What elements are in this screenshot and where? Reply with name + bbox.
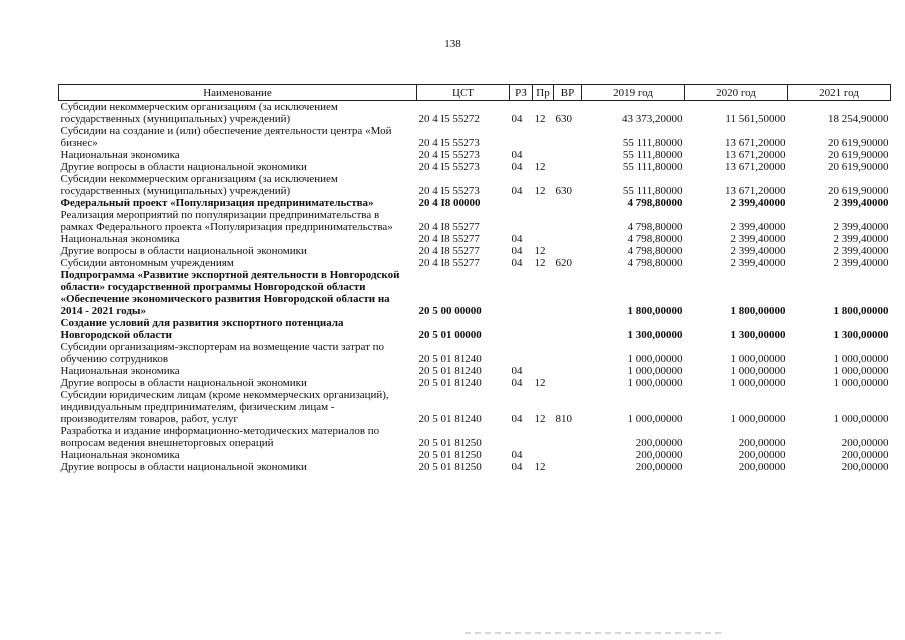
cell-2020: 13 671,20000 — [725, 185, 786, 197]
budget-table — [58, 84, 891, 473]
cell-name: Федеральный проект «Популяризация предпринимательства» — [60, 197, 374, 209]
cell-2021: 200,00000 — [841, 437, 889, 449]
cell-rz: 04 — [511, 185, 523, 197]
cell-pr: 12 — [534, 113, 546, 125]
cell-cst: 20 5 00 00000 — [418, 305, 482, 317]
cell-rz: 04 — [511, 149, 523, 161]
cell-2021: 2 399,40000 — [833, 197, 889, 209]
cell-name: Субсидии организациям-экспортерам на возмещение части затрат по обучению сотрудников — [60, 341, 385, 365]
cell-pr — [533, 449, 554, 461]
cell-2020: 200,00000 — [738, 437, 786, 449]
cell-cst: 20 4 I8 00000 — [418, 197, 481, 209]
cell-cst: 20 4 I8 55277 — [418, 257, 480, 269]
table-row — [59, 341, 891, 365]
cell-2019: 43 373,20000 — [622, 113, 683, 125]
cell-2019: 4 798,80000 — [627, 221, 683, 233]
cell-2021: 2 399,40000 — [833, 233, 889, 245]
cell-2019: 4 798,80000 — [627, 233, 683, 245]
cell-2020: 2 399,40000 — [730, 197, 786, 209]
cell-2021: 20 619,90000 — [828, 161, 889, 173]
cell-rz: 04 — [511, 413, 523, 425]
cell-cst: 20 5 01 81250 — [418, 437, 482, 449]
cell-2020: 1 800,00000 — [730, 305, 786, 317]
cell-cst: 20 4 I5 55273 — [418, 185, 480, 197]
table-row — [59, 317, 891, 341]
cell-cst: 20 5 01 00000 — [418, 329, 482, 341]
cell-rz: 04 — [511, 113, 523, 125]
cell-vr — [554, 245, 582, 257]
cell-2019: 55 111,80000 — [622, 185, 683, 197]
cell-vr — [554, 425, 582, 449]
cell-2020: 13 671,20000 — [725, 137, 786, 149]
cell-2019: 4 798,80000 — [627, 245, 683, 257]
cell-2021: 20 619,90000 — [828, 149, 889, 161]
cell-2019: 200,00000 — [635, 449, 683, 461]
cell-cst: 20 5 01 81240 — [418, 365, 482, 377]
cell-vr: 620 — [555, 257, 572, 269]
cell-2021: 18 254,90000 — [828, 113, 889, 125]
cell-cst: 20 4 I5 55273 — [418, 161, 480, 173]
cell-cst: 20 4 I5 55272 — [418, 113, 480, 125]
cell-rz — [510, 425, 533, 449]
cell-vr — [554, 269, 582, 317]
cell-2020: 1 000,00000 — [730, 413, 786, 425]
cell-vr — [554, 461, 582, 473]
cell-vr: 810 — [555, 413, 572, 425]
cell-vr — [554, 149, 582, 161]
cell-cst: 20 4 I5 55273 — [418, 137, 480, 149]
cell-2019: 200,00000 — [635, 461, 683, 473]
cell-vr — [554, 365, 582, 377]
cell-vr — [554, 209, 582, 233]
cell-rz: 04 — [511, 257, 523, 269]
cell-pr: 12 — [534, 245, 546, 257]
cell-vr — [554, 161, 582, 173]
cell-name: Разработка и издание информационно-методических материалов по вопросам ведения внешнеторговых операций — [60, 425, 380, 449]
cell-2019: 55 111,80000 — [622, 161, 683, 173]
cell-rz: 04 — [511, 233, 523, 245]
table-row — [59, 209, 891, 233]
cell-name: Национальная экономика — [60, 233, 180, 245]
cell-rz: 04 — [511, 161, 523, 173]
cell-pr — [533, 125, 554, 149]
table-row — [59, 125, 891, 149]
cell-rz: 04 — [511, 461, 523, 473]
table-header — [59, 85, 891, 101]
cell-2021: 2 399,40000 — [833, 245, 889, 257]
cell-pr: 12 — [534, 161, 546, 173]
table-row — [59, 101, 891, 126]
cell-name: Национальная экономика — [60, 449, 180, 461]
cell-cst: 20 4 I8 55277 — [418, 233, 480, 245]
cell-name: Другие вопросы в области национальной экономики — [60, 245, 307, 257]
cell-vr — [554, 377, 582, 389]
cell-2021: 20 619,90000 — [828, 137, 889, 149]
cell-2021: 2 399,40000 — [833, 257, 889, 269]
cell-name: Субсидии некоммерческим организациям (за исключением государственных (муниципальных) учреждений) — [60, 173, 338, 197]
table-row — [59, 257, 891, 269]
cell-2019: 55 111,80000 — [622, 149, 683, 161]
header-2019: 2019 год — [582, 85, 685, 101]
table-row — [59, 245, 891, 257]
cell-cst: 20 5 01 81250 — [418, 449, 482, 461]
cell-vr: 630 — [555, 185, 572, 197]
page-number: 138 — [444, 38, 461, 50]
cell-cst: 20 5 01 81240 — [418, 413, 482, 425]
cell-2021: 20 619,90000 — [828, 185, 889, 197]
cell-name: Субсидии автономным учреждениям — [60, 257, 234, 269]
cell-rz — [510, 269, 533, 317]
cell-name: Другие вопросы в области национальной экономики — [60, 377, 307, 389]
table-row — [59, 197, 891, 209]
table-row — [59, 389, 891, 425]
cell-name: Национальная экономика — [60, 365, 180, 377]
cell-pr — [533, 341, 554, 365]
cell-2020: 1 000,00000 — [730, 365, 786, 377]
cell-2019: 1 000,00000 — [627, 365, 683, 377]
header-cst: ЦСТ — [417, 85, 510, 101]
cell-cst: 20 5 01 81240 — [418, 377, 482, 389]
cell-name: Другие вопросы в области национальной экономики — [60, 461, 307, 473]
cell-rz — [510, 209, 533, 233]
cell-vr: 630 — [555, 113, 572, 125]
cell-2021: 200,00000 — [841, 461, 889, 473]
cell-pr: 12 — [534, 413, 546, 425]
table-row — [59, 377, 891, 389]
cell-name: Субсидии на создание и (или) обеспечение деятельности центра «Мой бизнес» — [60, 125, 392, 149]
cell-pr — [533, 197, 554, 209]
cell-pr — [533, 269, 554, 317]
table-row — [59, 365, 891, 377]
table-row — [59, 269, 891, 317]
cell-pr: 12 — [534, 185, 546, 197]
cell-pr — [533, 317, 554, 341]
cell-2021: 1 000,00000 — [833, 413, 889, 425]
cell-pr — [533, 209, 554, 233]
cell-2021: 1 300,00000 — [833, 329, 889, 341]
cell-name: Реализация мероприятий по популяризации предпринимательства в рамках Федерального проекта «Популяризация предпринимательства» — [60, 209, 393, 233]
cell-pr: 12 — [534, 377, 546, 389]
cell-pr: 12 — [534, 257, 546, 269]
table-row — [59, 461, 891, 473]
cell-cst: 20 4 I8 55277 — [418, 221, 480, 233]
header-2021: 2021 год — [788, 85, 891, 101]
header-rz: РЗ — [510, 85, 533, 101]
cell-2019: 1 000,00000 — [627, 353, 683, 365]
cell-2021: 200,00000 — [841, 449, 889, 461]
cell-name: Субсидии юридическим лицам (кроме некоммерческих организаций), индивидуальным предпринимателям, физическим лицам - производителям товаров, работ, услуг — [60, 389, 389, 425]
cell-2019: 1 300,00000 — [627, 329, 683, 341]
cell-pr: 12 — [534, 461, 546, 473]
cell-cst: 20 4 I8 55277 — [418, 245, 480, 257]
cell-cst: 20 5 01 81240 — [418, 353, 482, 365]
cell-rz: 04 — [511, 365, 523, 377]
cell-2020: 1 300,00000 — [730, 329, 786, 341]
cell-2019: 1 000,00000 — [627, 377, 683, 389]
header-vr: ВР — [554, 85, 582, 101]
cell-rz — [510, 125, 533, 149]
table-row — [59, 149, 891, 161]
cell-pr — [533, 149, 554, 161]
cell-2021: 1 000,00000 — [833, 353, 889, 365]
cell-vr — [554, 449, 582, 461]
header-pr: Пр — [533, 85, 554, 101]
cell-2020: 13 671,20000 — [725, 161, 786, 173]
cell-2019: 4 798,80000 — [627, 257, 683, 269]
cell-name: Субсидии некоммерческим организациям (за исключением государственных (муниципальных) учреждений) — [60, 101, 338, 125]
cell-2019: 1 000,00000 — [627, 413, 683, 425]
cell-2019: 1 800,00000 — [627, 305, 683, 317]
cell-name: Подпрограмма «Развитие экспортной деятельности в Новгородской области» государственной программы Новгородской области «Обеспечение экономического развития Новгородской области на 2014 - 2021 годы» — [60, 269, 400, 317]
table-row — [59, 233, 891, 245]
cell-vr — [554, 233, 582, 245]
cell-2020: 11 561,50000 — [725, 113, 786, 125]
header-name: Наименование — [59, 85, 417, 101]
cell-2019: 200,00000 — [635, 437, 683, 449]
table-row — [59, 173, 891, 197]
cell-2021: 1 800,00000 — [833, 305, 889, 317]
cell-name: Другие вопросы в области национальной экономики — [60, 161, 307, 173]
cell-2020: 2 399,40000 — [730, 221, 786, 233]
cell-name: Создание условий для развития экспортного потенциала Новгородской области — [60, 317, 344, 341]
cell-cst: 20 5 01 81250 — [418, 461, 482, 473]
cell-rz — [510, 317, 533, 341]
cell-2020: 2 399,40000 — [730, 257, 786, 269]
cell-rz: 04 — [511, 377, 523, 389]
cell-rz: 04 — [511, 245, 523, 257]
cell-2020: 13 671,20000 — [725, 149, 786, 161]
cell-2019: 4 798,80000 — [627, 197, 683, 209]
table-row — [59, 161, 891, 173]
header-2020: 2020 год — [685, 85, 788, 101]
cell-rz — [510, 197, 533, 209]
cell-2021: 2 399,40000 — [833, 221, 889, 233]
cell-vr — [554, 197, 582, 209]
table-row — [59, 449, 891, 461]
cell-pr — [533, 425, 554, 449]
cell-2020: 1 000,00000 — [730, 377, 786, 389]
cell-cst: 20 4 I5 55273 — [418, 149, 480, 161]
cell-2020: 1 000,00000 — [730, 353, 786, 365]
cell-2020: 200,00000 — [738, 449, 786, 461]
cell-name: Национальная экономика — [60, 149, 180, 161]
cell-vr — [554, 317, 582, 341]
cell-pr — [533, 365, 554, 377]
cell-2020: 200,00000 — [738, 461, 786, 473]
scan-artifact — [465, 632, 725, 634]
cell-2020: 2 399,40000 — [730, 233, 786, 245]
cell-2019: 55 111,80000 — [622, 137, 683, 149]
table-body — [59, 101, 891, 474]
cell-rz — [510, 341, 533, 365]
cell-vr — [554, 341, 582, 365]
cell-pr — [533, 233, 554, 245]
cell-2021: 1 000,00000 — [833, 365, 889, 377]
cell-2020: 2 399,40000 — [730, 245, 786, 257]
table-row — [59, 425, 891, 449]
cell-2021: 1 000,00000 — [833, 377, 889, 389]
cell-rz: 04 — [511, 449, 523, 461]
cell-vr — [554, 125, 582, 149]
